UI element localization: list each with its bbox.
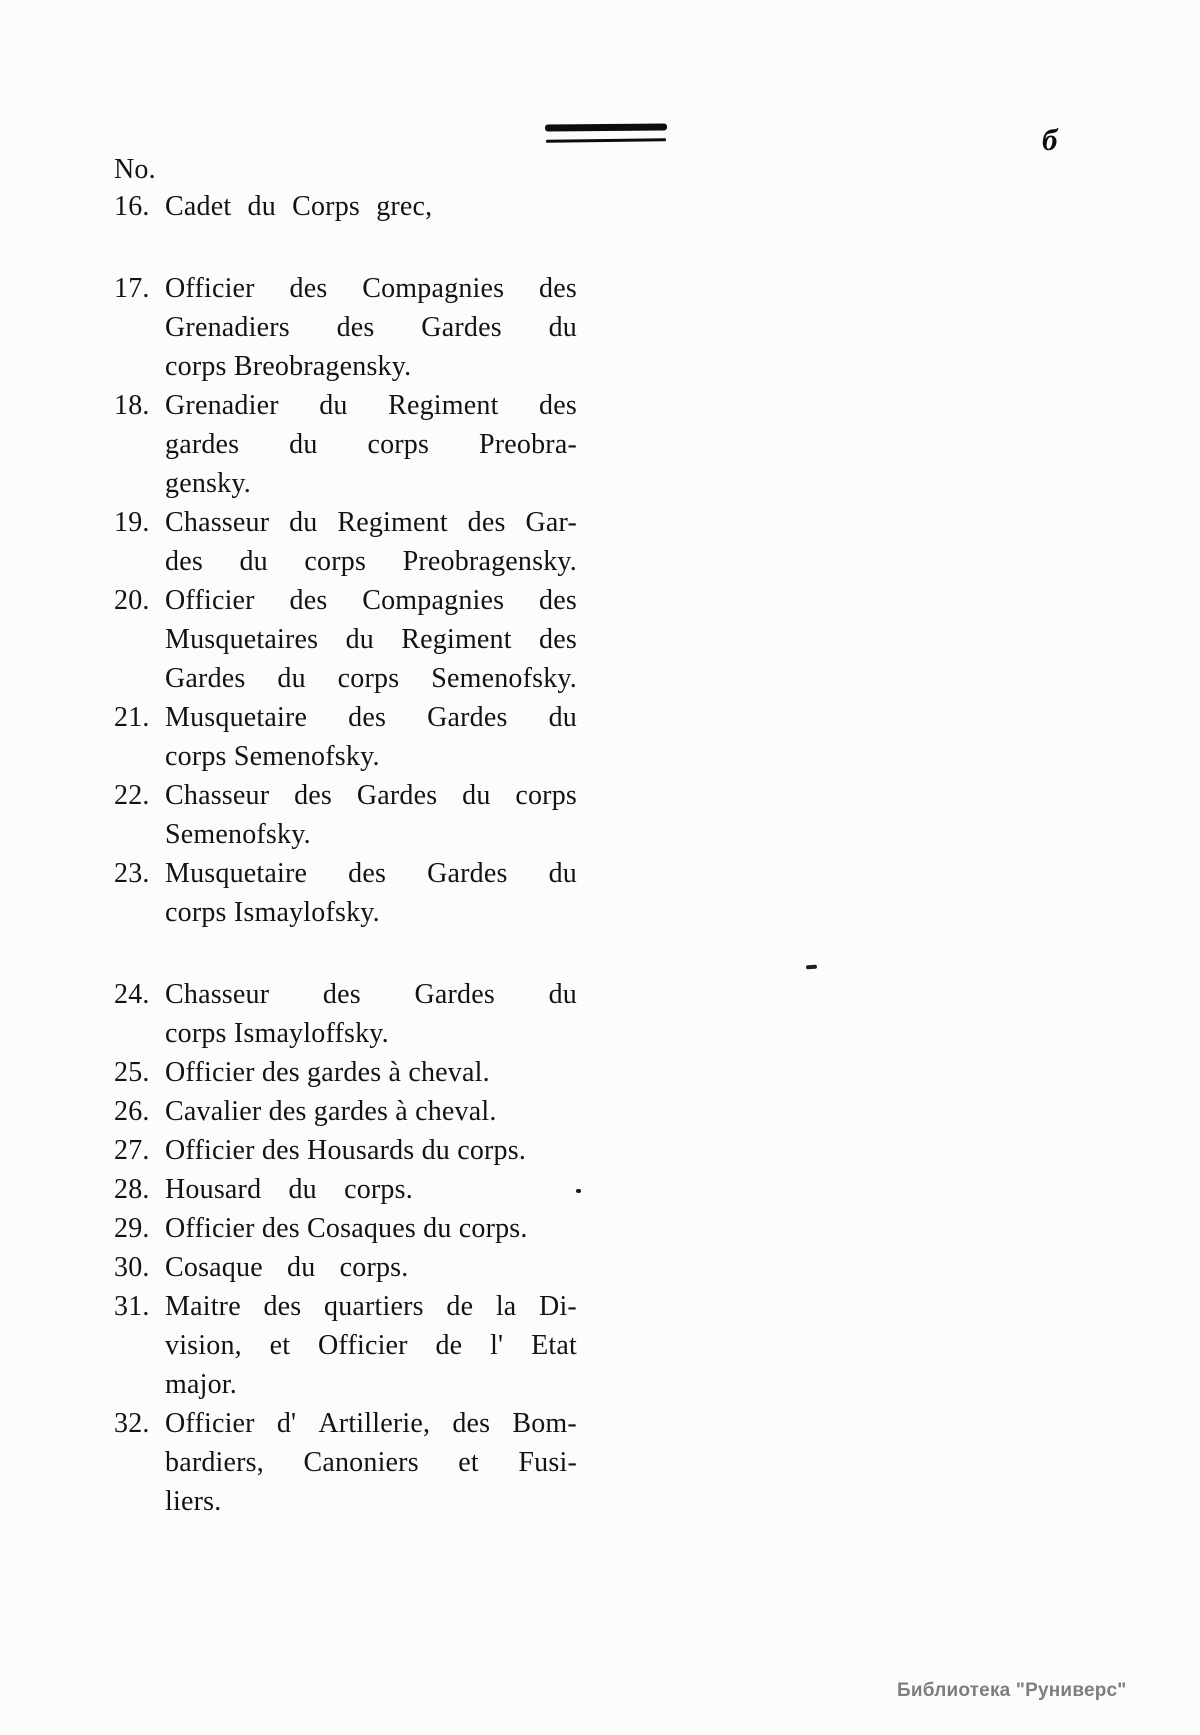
entry-line: Cadet du Corps grec,: [165, 191, 433, 222]
entry-line: liers.: [165, 1486, 222, 1517]
list-entry: [114, 1053, 577, 1092]
entry-number: 26.: [114, 1096, 150, 1127]
ink-speck: [806, 965, 817, 970]
entry-number: 17.: [114, 273, 150, 304]
entry-line: Cavalier des gardes à cheval.: [165, 1096, 497, 1127]
entry-line: major.: [165, 1369, 237, 1400]
entry-line: Chasseur des Gardes du corps: [165, 780, 577, 811]
list-entry: [114, 854, 577, 932]
entry-line: Officier des Housards du corps.: [165, 1135, 527, 1166]
entry-line: Maitre des quartiers de la Di-: [165, 1291, 577, 1322]
entry-line: Officier des Compagnies des: [165, 585, 577, 616]
entries-list: [114, 187, 577, 1521]
entry-line: Officier des gardes à cheval.: [165, 1057, 490, 1088]
list-entry: [114, 1209, 577, 1248]
entry-line: Semenofsky.: [165, 819, 311, 850]
entry-number: 24.: [114, 979, 150, 1010]
entry-line: Officier d' Artillerie, des Bom-: [165, 1408, 577, 1439]
entry-line: Chasseur des Gardes du: [165, 979, 577, 1010]
list-entry: [114, 581, 577, 698]
list-entry: [114, 269, 577, 386]
entry-line: gardes du corps Preobra-: [165, 429, 577, 460]
entry-number: 23.: [114, 858, 150, 889]
list-entry: [114, 1287, 577, 1404]
entry-number: 18.: [114, 390, 150, 421]
entry-number: 19.: [114, 507, 150, 538]
entry-number: 31.: [114, 1291, 150, 1322]
library-watermark: Библиотека "Руниверс": [897, 1680, 1127, 1701]
entry-number: 21.: [114, 702, 150, 733]
entry-number: 27.: [114, 1135, 150, 1166]
entry-line: gensky.: [165, 468, 251, 499]
entry-number: 30.: [114, 1252, 150, 1283]
entry-line: corps Breobragensky.: [165, 351, 412, 382]
entry-line: Musquetaires du Regiment des: [165, 624, 577, 655]
ornament-rule-bottom: [546, 138, 666, 142]
entry-line: corps Ismayloffsky.: [165, 1018, 389, 1049]
entry-line: Grenadiers des Gardes du: [165, 312, 577, 343]
list-entry: [114, 1131, 577, 1170]
ornament-rule-top: [545, 123, 667, 131]
entry-number: 20.: [114, 585, 150, 616]
list-entry: [114, 386, 577, 503]
list-entry: [114, 187, 577, 226]
list-column: [114, 152, 577, 1521]
list-entry: [114, 1092, 577, 1131]
list-entry: [114, 1170, 577, 1209]
entry-number: 25.: [114, 1057, 150, 1088]
entry-line: corps Semenofsky.: [165, 741, 380, 772]
entry-number: 32.: [114, 1408, 150, 1439]
list-entry: [114, 1404, 577, 1521]
entry-line: bardiers, Canoniers et Fusi-: [165, 1447, 577, 1478]
list-entry: [114, 1248, 577, 1287]
list-entry: [114, 975, 577, 1053]
number-column-header: No.: [114, 154, 156, 185]
list-entry: [114, 776, 577, 854]
entry-line: Gardes du corps Semenofsky.: [165, 663, 577, 694]
entry-number: 22.: [114, 780, 150, 811]
entry-line: Chasseur du Regiment des Gar-: [165, 507, 577, 538]
entry-line: Officier des Compagnies des: [165, 273, 577, 304]
entry-line: corps Ismaylofsky.: [165, 897, 380, 928]
page-signature-mark: б: [1042, 122, 1058, 157]
entry-line: vision, et Officier de l' Etat: [165, 1330, 577, 1361]
entry-number: 29.: [114, 1213, 150, 1244]
ink-speck: [576, 1189, 581, 1193]
entry-number: 28.: [114, 1174, 150, 1205]
entry-line: Musquetaire des Gardes du: [165, 858, 577, 889]
entry-number: 16.: [114, 191, 150, 222]
entry-line: Musquetaire des Gardes du: [165, 702, 577, 733]
list-entry: [114, 698, 577, 776]
list-entry: [114, 503, 577, 581]
entry-line: Housard du corps.: [165, 1174, 413, 1205]
entry-line: Cosaque du corps.: [165, 1252, 409, 1283]
entry-line: Officier des Cosaques du corps.: [165, 1213, 528, 1244]
entry-line: des du corps Preobragensky.: [165, 546, 577, 577]
entry-line: Grenadier du Regiment des: [165, 390, 577, 421]
